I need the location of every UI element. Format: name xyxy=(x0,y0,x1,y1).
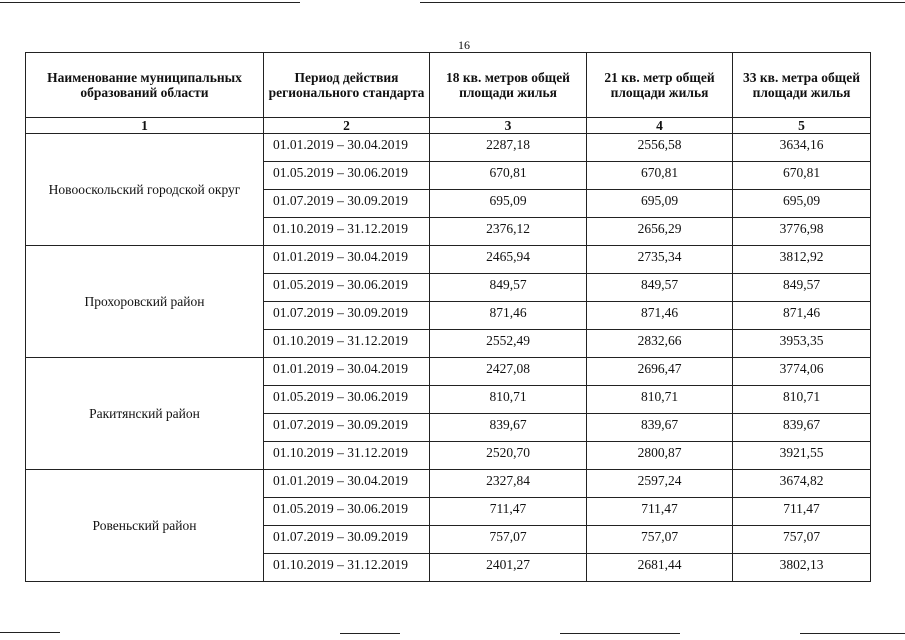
table-row xyxy=(26,358,871,386)
period-cell: 01.07.2019 – 30.09.2019 xyxy=(264,302,430,330)
period-cell: 01.01.2019 – 30.04.2019 xyxy=(264,470,430,498)
period-cell: 01.10.2019 – 31.12.2019 xyxy=(264,554,430,582)
value-21sqm-cell: 2800,87 xyxy=(587,442,733,470)
header-municipality: Наименование муниципальных образований области xyxy=(26,53,264,118)
table-row xyxy=(26,246,871,274)
value-18sqm-cell: 670,81 xyxy=(430,162,587,190)
header-21sqm: 21 кв. метр общей площади жилья xyxy=(587,53,733,118)
column-number: 4 xyxy=(587,118,733,134)
value-33sqm-cell: 3802,13 xyxy=(733,554,871,582)
column-number-row xyxy=(26,118,871,134)
municipality-name: Прохоровский район xyxy=(26,246,264,358)
column-number: 2 xyxy=(264,118,430,134)
page-number: 16 xyxy=(458,38,470,52)
value-21sqm-cell: 839,67 xyxy=(587,414,733,442)
period-cell: 01.05.2019 – 30.06.2019 xyxy=(264,162,430,190)
bottom-edge-rule-mid xyxy=(340,633,400,634)
value-18sqm-cell: 839,67 xyxy=(430,414,587,442)
value-18sqm-cell: 2427,08 xyxy=(430,358,587,386)
value-21sqm-cell: 2597,24 xyxy=(587,470,733,498)
value-21sqm-cell: 2656,29 xyxy=(587,218,733,246)
value-33sqm-cell: 3812,92 xyxy=(733,246,871,274)
value-21sqm-cell: 757,07 xyxy=(587,526,733,554)
value-33sqm-cell: 670,81 xyxy=(733,162,871,190)
value-18sqm-cell: 2287,18 xyxy=(430,134,587,162)
value-18sqm-cell: 711,47 xyxy=(430,498,587,526)
table-row xyxy=(26,134,871,162)
value-33sqm-cell: 695,09 xyxy=(733,190,871,218)
bottom-edge-rule-mid2 xyxy=(560,633,680,634)
value-18sqm-cell: 871,46 xyxy=(430,302,587,330)
value-33sqm-cell: 3634,16 xyxy=(733,134,871,162)
column-number: 3 xyxy=(430,118,587,134)
value-18sqm-cell: 810,71 xyxy=(430,386,587,414)
top-edge-rule-left xyxy=(0,2,300,3)
value-21sqm-cell: 810,71 xyxy=(587,386,733,414)
top-edge-rule-right xyxy=(420,2,905,3)
value-33sqm-cell: 3674,82 xyxy=(733,470,871,498)
municipality-name: Ракитянский район xyxy=(26,358,264,470)
value-21sqm-cell: 2735,34 xyxy=(587,246,733,274)
period-cell: 01.10.2019 – 31.12.2019 xyxy=(264,218,430,246)
column-number: 5 xyxy=(733,118,871,134)
value-33sqm-cell: 757,07 xyxy=(733,526,871,554)
period-cell: 01.05.2019 – 30.06.2019 xyxy=(264,386,430,414)
value-18sqm-cell: 2520,70 xyxy=(430,442,587,470)
value-21sqm-cell: 711,47 xyxy=(587,498,733,526)
header-33sqm: 33 кв. метра общей площади жилья xyxy=(733,53,871,118)
value-18sqm-cell: 2401,27 xyxy=(430,554,587,582)
value-21sqm-cell: 2556,58 xyxy=(587,134,733,162)
value-33sqm-cell: 839,67 xyxy=(733,414,871,442)
value-21sqm-cell: 2832,66 xyxy=(587,330,733,358)
period-cell: 01.07.2019 – 30.09.2019 xyxy=(264,190,430,218)
value-33sqm-cell: 810,71 xyxy=(733,386,871,414)
period-cell: 01.10.2019 – 31.12.2019 xyxy=(264,442,430,470)
value-33sqm-cell: 871,46 xyxy=(733,302,871,330)
value-18sqm-cell: 695,09 xyxy=(430,190,587,218)
value-21sqm-cell: 2681,44 xyxy=(587,554,733,582)
period-cell: 01.10.2019 – 31.12.2019 xyxy=(264,330,430,358)
value-18sqm-cell: 849,57 xyxy=(430,274,587,302)
table-header-row xyxy=(26,53,871,118)
value-33sqm-cell: 3774,06 xyxy=(733,358,871,386)
value-33sqm-cell: 711,47 xyxy=(733,498,871,526)
period-cell: 01.07.2019 – 30.09.2019 xyxy=(264,414,430,442)
value-21sqm-cell: 871,46 xyxy=(587,302,733,330)
housing-standard-table xyxy=(25,52,871,582)
value-18sqm-cell: 2327,84 xyxy=(430,470,587,498)
value-33sqm-cell: 3776,98 xyxy=(733,218,871,246)
value-21sqm-cell: 670,81 xyxy=(587,162,733,190)
value-21sqm-cell: 849,57 xyxy=(587,274,733,302)
header-period: Период действия регионального стандарта xyxy=(264,53,430,118)
table-row xyxy=(26,470,871,498)
municipality-name: Новооскольский городской округ xyxy=(26,134,264,246)
value-18sqm-cell: 757,07 xyxy=(430,526,587,554)
value-33sqm-cell: 849,57 xyxy=(733,274,871,302)
header-18sqm: 18 кв. метров общей площади жилья xyxy=(430,53,587,118)
value-33sqm-cell: 3953,35 xyxy=(733,330,871,358)
value-33sqm-cell: 3921,55 xyxy=(733,442,871,470)
value-18sqm-cell: 2552,49 xyxy=(430,330,587,358)
table-body xyxy=(26,118,871,582)
period-cell: 01.05.2019 – 30.06.2019 xyxy=(264,498,430,526)
period-cell: 01.01.2019 – 30.04.2019 xyxy=(264,246,430,274)
municipality-name: Ровеньский район xyxy=(26,470,264,582)
value-18sqm-cell: 2376,12 xyxy=(430,218,587,246)
bottom-edge-rule-right xyxy=(800,633,905,634)
value-21sqm-cell: 695,09 xyxy=(587,190,733,218)
column-number: 1 xyxy=(26,118,264,134)
value-18sqm-cell: 2465,94 xyxy=(430,246,587,274)
period-cell: 01.01.2019 – 30.04.2019 xyxy=(264,358,430,386)
period-cell: 01.07.2019 – 30.09.2019 xyxy=(264,526,430,554)
value-21sqm-cell: 2696,47 xyxy=(587,358,733,386)
bottom-edge-rule-left xyxy=(0,632,60,633)
period-cell: 01.01.2019 – 30.04.2019 xyxy=(264,134,430,162)
period-cell: 01.05.2019 – 30.06.2019 xyxy=(264,274,430,302)
